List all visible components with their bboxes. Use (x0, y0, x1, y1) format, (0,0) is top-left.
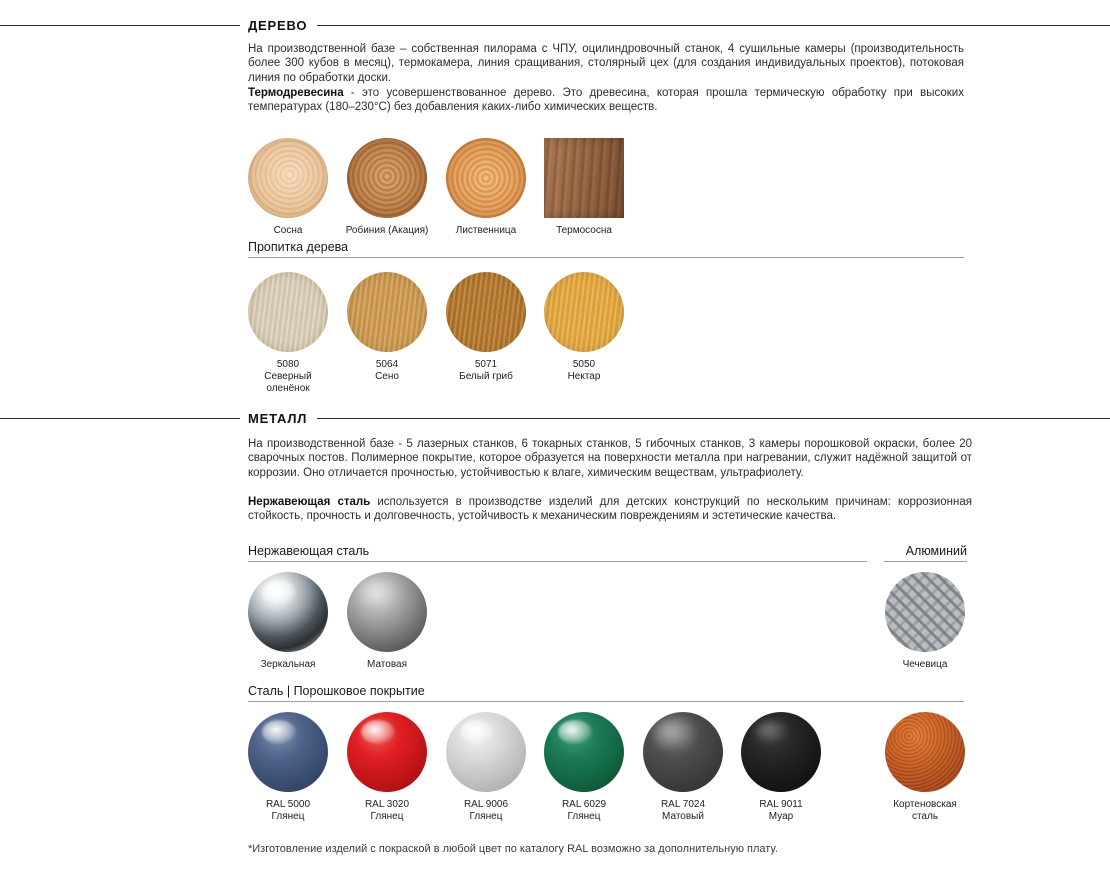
stain-code: 5080 (276, 359, 300, 370)
powder-code: RAL 9011 (759, 799, 803, 810)
swatch-caption: Робиния (Акация) (345, 225, 429, 236)
aluminium-checker-plate-icon (885, 572, 965, 652)
powder-color-ral3020-icon (347, 712, 427, 792)
powder-finish: Глянец (567, 811, 601, 822)
powder-color-ral6029-icon (544, 712, 624, 792)
swatch-caption: Матовая (367, 659, 407, 670)
stain-code: 5064 (375, 359, 399, 370)
corten-steel-icon (885, 712, 965, 792)
wood-paragraph-1: На производственной базе – собственная пилорама с ЧПУ, оцилиндровочный станок, 4 сушильные камеры (производительность более 300 кубов в месяц), термокамера, линия сращивания, столярный цех (для создания индивидуальных проектов), потоковая линия по обработки доски. (248, 43, 964, 84)
swatch-caption (436, 359, 536, 383)
swatch-wood-species[interactable] (238, 138, 338, 237)
rule-right (317, 418, 1110, 419)
powder-finish: Матовый (662, 811, 704, 822)
powder-color-ral7024-icon (643, 712, 723, 792)
stain-name: Сено (375, 371, 399, 382)
wood-texture-thermopine-icon (544, 138, 624, 218)
swatch-caption (875, 799, 975, 823)
section-title-wood: ДЕРЕВО (248, 18, 308, 33)
swatch-stainless[interactable] (337, 572, 437, 671)
swatch-caption (731, 799, 831, 823)
powder-code: RAL 7024 (660, 799, 706, 810)
stain-name: Белый гриб (459, 371, 513, 382)
swatch-caption (337, 359, 437, 383)
swatch-wood-species[interactable] (534, 138, 634, 237)
wood-texture-larch-icon (446, 138, 526, 218)
powder-color-ral5000-icon (248, 712, 328, 792)
swatch-caption (238, 359, 338, 395)
swatch-powder-coating[interactable] (731, 712, 831, 823)
subheading-stainless-steel: Нержавеющая сталь (248, 544, 867, 562)
footnote: *Изготовление изделий с покраской в любой цвет по каталогу RAL возможно за дополнительную плату. (248, 843, 778, 855)
swatch-powder-coating[interactable] (436, 712, 536, 823)
swatch-corten-steel[interactable] (875, 712, 975, 823)
subheading-wood-stain: Пропитка дерева (248, 240, 964, 258)
swatch-caption (534, 359, 634, 383)
rule-left (0, 418, 240, 419)
section-title-metal: МЕТАЛЛ (248, 411, 308, 426)
subheading-aluminium: Алюминий (884, 544, 967, 562)
corten-name: Кортеновская (893, 799, 957, 810)
swatch-caption: Лиственница (455, 225, 517, 236)
metal-paragraph-2-text: используется в производстве изделий для детских конструкций по нескольким причинам: коррозионная стойкость, прочность и долговечность, устойчивость к механическим повреждениям и эстетические качества. (248, 496, 972, 523)
stain-color-5064-icon (347, 272, 427, 352)
swatch-wood-species[interactable] (436, 138, 536, 237)
corten-name-2: сталь (911, 811, 939, 822)
swatch-stainless[interactable] (238, 572, 338, 671)
section-header-wood (0, 18, 1110, 33)
wood-texture-robinia-icon (347, 138, 427, 218)
stain-name-2: оленёнок (266, 383, 310, 394)
powder-finish: Глянец (271, 811, 305, 822)
swatch-powder-coating[interactable] (337, 712, 437, 823)
stain-color-5050-icon (544, 272, 624, 352)
powder-color-ral9011-icon (741, 712, 821, 792)
powder-color-ral9006-icon (446, 712, 526, 792)
swatch-caption: Термососна (556, 225, 612, 236)
powder-code: RAL 5000 (265, 799, 311, 810)
swatch-caption (238, 799, 338, 823)
powder-finish: Глянец (469, 811, 503, 822)
stainless-mirror-icon (248, 572, 328, 652)
swatch-wood-stain[interactable] (534, 272, 634, 383)
metal-paragraph-2 (248, 495, 972, 524)
stain-color-5071-icon (446, 272, 526, 352)
stainless-matte-icon (347, 572, 427, 652)
rule-right (317, 25, 1110, 26)
swatch-wood-species[interactable] (337, 138, 437, 237)
stain-code: 5050 (572, 359, 596, 370)
powder-code: RAL 9006 (463, 799, 509, 810)
stain-name: Северный (264, 371, 312, 382)
swatch-caption (337, 799, 437, 823)
swatch-wood-stain[interactable] (238, 272, 338, 395)
powder-code: RAL 3020 (364, 799, 410, 810)
wood-paragraph-2 (248, 86, 964, 115)
rule-left (0, 25, 240, 26)
subheading-powder-coating: Сталь | Порошковое покрытие (248, 684, 964, 702)
swatch-powder-coating[interactable] (633, 712, 733, 823)
section-header-metal (0, 411, 1110, 426)
swatch-caption: Чечевица (902, 659, 948, 670)
swatch-powder-coating[interactable] (238, 712, 338, 823)
swatch-wood-stain[interactable] (337, 272, 437, 383)
wood-paragraph-2-bold: Термодревесина (248, 87, 344, 99)
swatch-caption (534, 799, 634, 823)
metal-paragraph-1: На производственной базе - 5 лазерных станков, 6 токарных станков, 5 гибочных станков, 3 камеры порошковой окраски, более 20 сварочных постов. Полимерное покрытие, которое образуется на поверхности металла при нагревании, служит надёжной защитой от коррозии. Оно отличается прочностью, устойчивостью к влаге, химическим веществам, ультрафиолету. (248, 438, 972, 479)
stain-color-5080-icon (248, 272, 328, 352)
wood-texture-pine-icon (248, 138, 328, 218)
stain-name: Нектар (567, 371, 601, 382)
swatch-caption (633, 799, 733, 823)
swatch-caption (436, 799, 536, 823)
swatch-wood-stain[interactable] (436, 272, 536, 383)
swatch-powder-coating[interactable] (534, 712, 634, 823)
powder-finish: Муар (768, 811, 794, 822)
swatch-caption: Зеркальная (260, 659, 316, 670)
swatch-aluminium[interactable] (875, 572, 975, 671)
wood-paragraph-2-text: - это усовершенствованное дерево. Это древесина, которая прошла термическую обработку при высоких температурах (180–230°C) без добавления каких-либо химических веществ. (248, 87, 964, 114)
stain-code: 5071 (474, 359, 498, 370)
metal-paragraph-2-bold: Нержавеющая сталь (248, 496, 371, 508)
swatch-caption: Сосна (273, 225, 303, 236)
powder-code: RAL 6029 (561, 799, 607, 810)
powder-finish: Глянец (370, 811, 404, 822)
